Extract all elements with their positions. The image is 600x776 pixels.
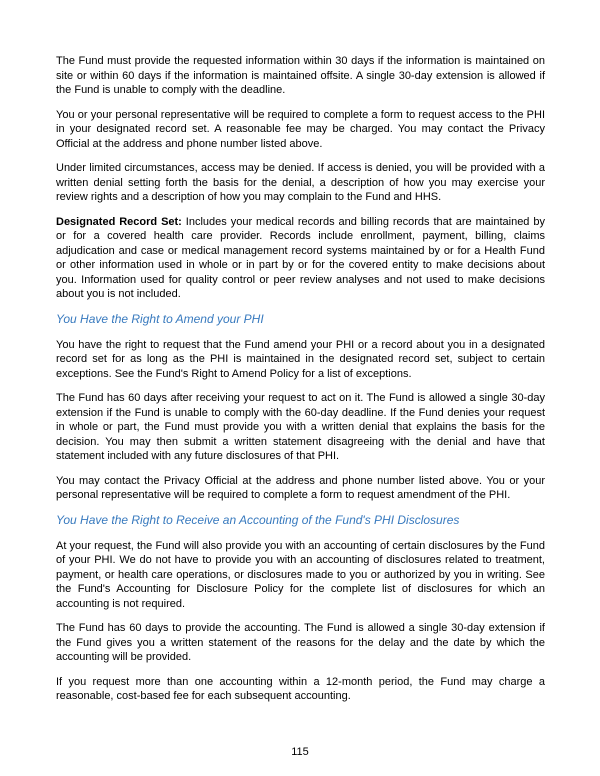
- paragraph-accounting-request: At your request, the Fund will also provide you with an accounting of certain disclosures by the Fund of your PHI. We do not have to provide you with an accounting of disclosures related to treatment, payment, or health care operations, or disclosures made to you or authorized by you in writing. See the Fund's Accounting for Disclosure Policy for the complete list of disclosures for which an accounting is not required.: [56, 539, 545, 610]
- paragraph-amend-timing: The Fund has 60 days after receiving your request to act on it. The Fund is allowed a single 30-day extension if the Fund is unable to comply with the 60-day deadline. If the Fund denies your request in whole or part, the Fund must provide you with a written denial that explains the basis for the decision. You may then submit a written statement disagreeing with the denial and have that statement included with any future disclosures of that PHI.: [56, 392, 545, 462]
- bold-lead-designated-record-set: Designated Record Set:: [56, 215, 182, 228]
- paragraph-text: Includes your medical records and billing records that are maintained by or for a covered health care provider. Records include enrollment, payment, billing, claims adjudication and case or medical management record systems maintained by or for a Health Fund or other information used in whole or in part by or for the covered entity to make decisions about you. Information used for quality control or peer review analyses and not used to make decisions about you is not included.: [56, 215, 545, 300]
- heading-accounting-disclosures: You Have the Right to Receive an Accounting of the Fund's PHI Disclosures: [56, 512, 460, 527]
- page-number: 115: [291, 746, 309, 758]
- paragraph-access-timing: The Fund must provide the requested information within 30 days if the information is maintained on site or within 60 days if the information is maintained offsite. A single 30-day extension is allowed if the Fund is unable to comply with the deadline.: [56, 55, 545, 96]
- heading-right-to-amend: You Have the Right to Amend your PHI: [56, 311, 264, 326]
- paragraph-access-denial: Under limited circumstances, access may be denied. If access is denied, you will be provided with a written denial setting forth the basis for the denial, a description of how you may exercise your review rights and a description of how you may complain to the Fund and HHS.: [56, 162, 545, 203]
- paragraph-request-access-form: You or your personal representative will be required to complete a form to request access to the PHI in your designated record set. A reasonable fee may be charged. You may contact the Privacy Official at the address and phone number listed above.: [56, 108, 545, 150]
- paragraph-accounting-timing: The Fund has 60 days to provide the accounting. The Fund is allowed a single 30-day extension if the Fund gives you a written statement of the reasons for the delay and the date by which the accounting will be provided.: [56, 622, 545, 663]
- paragraph-amend-right: You have the right to request that the Fund amend your PHI or a record about you in a designated record set for as long as the PHI is maintained in the designated record set, subject to certain exceptions. See the Fund's Right to Amend Policy for a list of exceptions.: [56, 338, 545, 380]
- paragraph-amend-contact: You may contact the Privacy Official at the address and phone number listed above. You or your personal representative will be required to complete a form to request amendment of the PHI.: [56, 474, 545, 501]
- paragraph-designated-record-set: [56, 215, 545, 302]
- paragraph-accounting-fee: If you request more than one accounting within a 12-month period, the Fund may charge a reasonable, cost-based fee for each subsequent accounting.: [56, 675, 545, 702]
